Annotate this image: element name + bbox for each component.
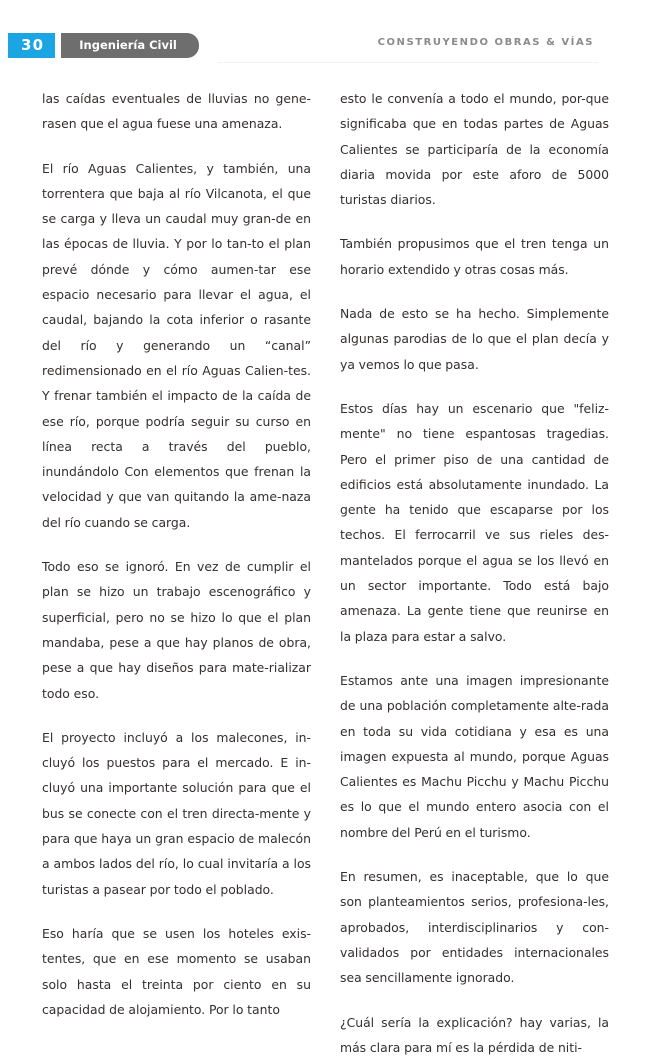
- paragraph: esto le convenía a todo el mundo, por-que significaba que en todas partes de Aguas Calientes se participaría de la economía diaria movida por este aforo de 5000 turistas diarios.: [340, 86, 609, 212]
- right-text-column: [340, 86, 609, 886]
- paragraph: También propusimos que el tren tenga un horario extendido y otras cosas más.: [340, 231, 609, 282]
- page-number: 30: [8, 33, 55, 58]
- running-head-title: CONSTRUYENDO OBRAS & VÍAS: [378, 37, 594, 48]
- page-header: [0, 0, 650, 78]
- paragraph: Nada de esto se ha hecho. Simplemente algunas parodias de lo que el plan decía y ya vemos lo que pasa.: [340, 301, 609, 377]
- paragraph: Eso haría que se usen los hoteles exis-tentes, que en ese momento se usaban solo hasta el treinta por ciento en su capacidad de alojamiento. Por lo tanto: [42, 921, 311, 1022]
- paragraph: Estos días hay un escenario que "feliz-mente" no tiene espantosas tragedias. Pero el primer piso de una cantidad de edificios está absolutamente inundado. La gente ha tenido que escaparse por los techos. El ferrocarril ve sus rieles des-mantelados porque el agua se los llevó en un sector importante. Todo está bajo amenaza. La gente tiene que reunirse en la plaza para estar a salvo.: [340, 396, 609, 649]
- paragraph: En resumen, es inaceptable, que lo que son planteamientos serios, profesiona-les, aprobados, interdisciplinarios y con-validados por entidades internacionales sea sencillamente ignorado.: [340, 864, 609, 990]
- text-columns: [42, 86, 610, 886]
- header-divider: [218, 62, 598, 63]
- paragraph: Estamos ante una imagen impresionante de una población completamente alte-rada en toda su vida cotidiana y esa es una imagen expuesta al mundo, porque Aguas Calientes es Machu Picchu y Machu Picchu es lo que el mundo entero asocia con el nombre del Perú en el turismo.: [340, 668, 609, 845]
- folio-block: [8, 33, 199, 58]
- paragraph: El proyecto incluyó a los malecones, in-cluyó los puestos para el mercado. E in-cluyó una importante solución para que el bus se conecte con el tren directa-mente y para que haya un gran espacio de malecón a ambos lados del río, lo cual invitaría a los turistas a pasear por todo el poblado.: [42, 725, 311, 902]
- paragraph: ¿Cuál sería la explicación? hay varias, la más clara para mí es la pérdida de niti-: [340, 1010, 609, 1060]
- section-tab-label: Ingeniería Civil: [61, 33, 199, 58]
- paragraph: las caídas eventuales de lluvias no gene-rasen que el agua fuese una amenaza.: [42, 86, 311, 137]
- paragraph: El río Aguas Calientes, y también, una torrentera que baja al río Vilcanota, el que se carga y lleva un caudal muy gran-de en las épocas de lluvia. Y por lo tan-to el plan prevé dónde y cómo aumen-tar ese espacio necesario para llevar el agua, el caudal, bajando la cota inferior o rasante del río y generando un “canal” redimensionado en el río Aguas Calien-tes. Y frenar también el impacto de la caída de ese río, porque podría seguir su curso en línea recta a través del pueblo, inundándolo Con elementos que frenan la velocidad y que van quitando la ame-naza del río cuando se carga.: [42, 156, 311, 535]
- paragraph: Todo eso se ignoró. En vez de cumplir el plan se hizo un trabajo escenográfico y superficial, pero no se hizo lo que el plan mandaba, pese a que hay planos de obra, pese a que hay diseños para mate-rializar todo eso.: [42, 554, 311, 706]
- left-text-column: [42, 86, 311, 886]
